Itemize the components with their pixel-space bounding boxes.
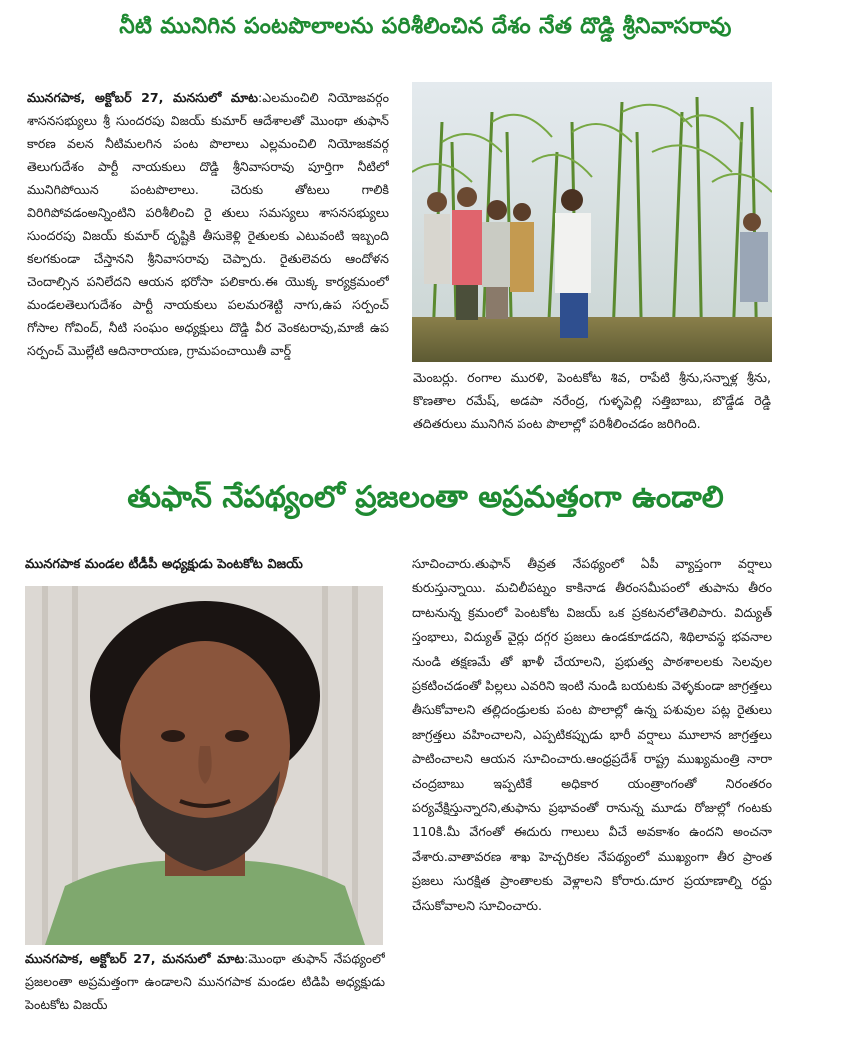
field-inspection-photo: [412, 82, 772, 362]
portrait-illustration: [25, 586, 383, 945]
article1-left-column: [27, 86, 389, 468]
field-inspection-illustration: [412, 82, 772, 362]
article1-right-column: [413, 366, 771, 466]
article2-left-body: :మొంథా తుఫాన్ నేపథ్యంలో ప్రజలంతా అప్రమత్తంగా ఉండాలని మునగపాక మండల టిడిపి అధ్యక్షుడు పెంటకోట విజయ్: [25, 951, 385, 1012]
article1-right-body: మెంబర్లు. రంగాల మురళి, పెంటకోట శివ, రాపేటి శ్రీను,సన్నాళ్ల శ్రీను, కొణతాల రమేష్, అడపా నరేంద్ర, గుళ్ళపెల్లి సత్తిబాబు, బొడ్డేడ రెడ్డి తదితరులు మునిగిన పంట పొలాల్లో పరిశీలించడం జరిగింది.: [413, 370, 771, 431]
portrait-caption: మునగపాక మండల టీడీపీ అధ్యక్షుడు పెంటకోట విజయ్: [25, 557, 303, 572]
article2-left-column: [25, 947, 385, 1043]
article1-dateline: మునగపాక, అక్టోబర్ 27, మనసులో మాట: [27, 90, 259, 105]
article2-dateline: మునగపాక, అక్టోబర్ 27, మనసులో మాట: [25, 951, 245, 966]
article2-right-column: [412, 552, 772, 1040]
portrait-photo: [25, 586, 383, 945]
article1-headline: నీటి మునిగిన పంటపొలాలను పరిశీలించిన దేశం నేత దొడ్డి శ్రీనివాసరావు: [119, 14, 732, 39]
article2-headline: తుఫాన్ నేపథ్యంలో ప్రజలంతా అప్రమత్తంగా ఉండాలి: [127, 480, 724, 515]
article1-left-body: :ఎలమంచిలి నియోజవర్గం శాసనసభ్యులు శ్రీ సుందరపు విజయ్ కుమార్ ఆదేశాలతో మొంథా తుఫాన్ కారణ వలన నీటిమలగిన పంట పొలాలు ఎల్లమంచిలి నియోజకవర్గ తెలుగుదేశం పార్టీ నాయకులు దొడ్డి శ్రీనివాసరావు పూర్తిగా నీటిలో మునిగిపోయిన పంటపొలాలు. చెరుకు తోటలు గాలికి విరిగిపోవడంఅన్నింటిని పరిశీలించి రై తులు సమస్యలు శాసనసభ్యులు సుందరపు విజయ్ కుమార్ దృష్టికి తీసుకెళ్లి రైతులకు ఎటువంటి ఇబ్బంది కలగకుండా చేస్తానని శ్రీనివాసరావు చెప్పారు. రైతులెవరు ఆందోళన చెందాల్సిన పనిలేదని ఆయన భరోసా పలికారు.ఈ యొక్క కార్యక్రమంలో మండలతెలుగుదేశం పార్టీ నాయకులు పలమరశెట్టి నాగు,ఉప సర్పంచ్ గోసాల గోవింద్, నీటి సంఘం అధ్యక్షులు దొడ్డి వీర వెంకటరావు,మాజీ ఉప సర్పంచ్ మొల్లేటి ఆదినారాయణ, గ్రామపంచాయితీ వార్డ్: [27, 90, 389, 358]
article2-right-body: సూచించారు.తుఫాన్ తీవ్రత నేపథ్యంలో ఏపీ వ్యాప్తంగా వర్షాలు కురుస్తున్నాయి. మచిలీపట్నం కాకినాడ తీరంసమీపంలో తుపాను తీరం దాటనున్న క్రమంలో పెంటకోట విజయ్ ఒక ప్రకటనలోతెలిపారు. విద్యుత్ స్తంభాలు, విద్యుత్ వైర్లు దగ్గర ప్రజలు ఉండకూడదని, శిథిలావస్థ భవనాల నుండి తక్షణమే తో ఖాళీ చేయాలని, ప్రభుత్వ పాఠశాలలకు సెలవుల ప్రకటించడంతో పిల్లలు ఎవరిని ఇంటి నుండి బయటకు వెళ్ళకుండా జాగ్రత్తలు తీసుకోవాలని తల్లిదండ్రులకు పంట పొలాల్లో ఉన్న పశువుల పట్ల రైతులు జాగ్రత్తలు వహించాలని, ఎప్పటికప్పుడు భారీ వర్షాలు మూలాన జాగ్రత్తలు పాటించాలని ఆయన సూచించారు.ఆంధ్రప్రదేశ్ రాష్ట్ర ముఖ్యమంత్రి నారా చంద్రబాబు ఇప్పటికే అధికార యంత్రాంగంతో నిరంతరం పర్యవేక్షిస్తున్నారని,తుఫాను ప్రభావంతో రానున్న మూడు రోజుల్లో గంటకు 110కి.మీ వేగంతో ఈదురు గాలులు వీచే అవకాశం ఉందని అంచనా వేశారు.వాతావరణ శాఖ హెచ్చరికల నేపథ్యంలో ముఖ్యంగా తీర ప్రాంత ప్రజలు సురక్షిత ప్రాంతాలకు వెళ్లాలని కోరారు.దూర ప్రయాణాల్ని రద్దు చేసుకోవాలని సూచించారు.: [412, 556, 772, 913]
